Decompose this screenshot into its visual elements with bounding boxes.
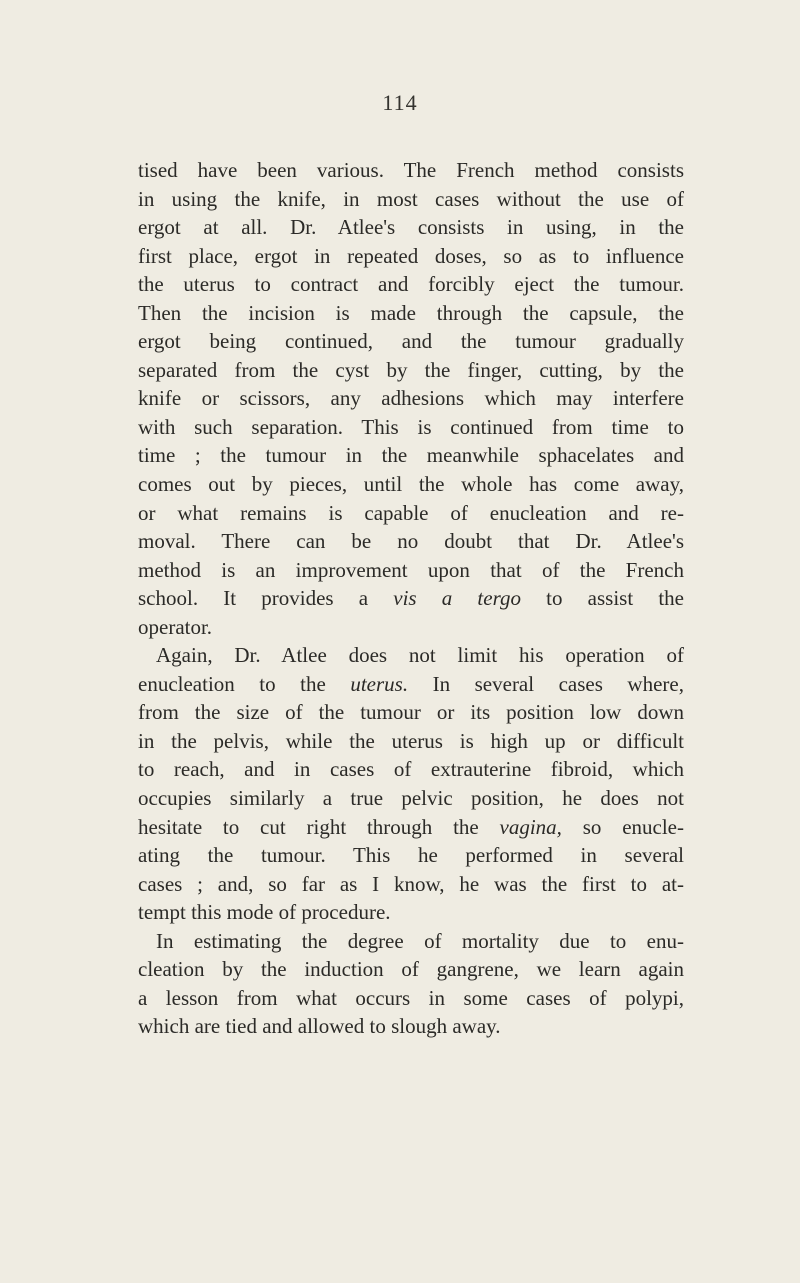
text-line: knife or scissors, any adhesions which may interfere [138, 386, 684, 411]
text-line: occupies similarly a true pelvic position, he does not [138, 786, 684, 811]
text-line: Then the incision is made through the capsule, the [138, 300, 684, 325]
text-line: ating the tumour. This he performed in several [138, 843, 684, 868]
text-line: in the pelvis, while the uterus is high up or difficult [138, 728, 684, 753]
text-line: moval. There can be no doubt that Dr. Atlee's [138, 529, 684, 554]
text-line: to reach, and in cases of extrauterine fibroid, which [138, 757, 684, 782]
paragraph-start-line: In estimating the degree of mortality due to enu- [156, 928, 684, 953]
text-line: or what remains is capable of enucleation and re- [138, 500, 684, 525]
text-line: which are tied and allowed to slough away. [138, 1014, 501, 1039]
text-line: with such separation. This is continued from time to [138, 414, 684, 439]
italic-term: uterus. [350, 671, 409, 696]
text-line: method is an improvement upon that of the French [138, 557, 684, 582]
text-line: cases ; and, so far as I know, he was the first to at- [138, 871, 684, 896]
text-line: a lesson from what occurs in some cases of polypi, [138, 985, 684, 1010]
italic-term: vis a tergo [393, 586, 521, 611]
text-line: cleation by the induction of gangrene, we learn again [138, 957, 684, 982]
text-line: time ; the tumour in the meanwhile sphacelates and [138, 443, 684, 468]
text-line: separated from the cyst by the finger, cutting, by the [138, 357, 684, 382]
text-line: ergot at all. Dr. Atlee's consists in using, in the [138, 215, 684, 240]
paragraph-start-line: Again, Dr. Atlee does not limit his operation of [156, 643, 684, 668]
body-text [138, 156, 684, 1041]
text-line: in using the knife, in most cases without the use of [138, 186, 684, 211]
text-line: tised have been various. The French method consists [138, 158, 684, 182]
text-line: ergot being continued, and the tumour gradually [138, 329, 684, 354]
text-line: the uterus to contract and forcibly eject the tumour. [138, 272, 684, 297]
text-line: enucleation to the uterus. In several cases where, [138, 671, 684, 696]
text-line: school. It provides a vis a tergo to assist the [138, 586, 685, 611]
text-line: comes out by pieces, until the whole has come away, [138, 472, 684, 497]
italic-term: vagina, [499, 814, 562, 839]
text-line: hesitate to cut right through the vagina, so enucle- [138, 814, 684, 839]
text-line: operator. [138, 614, 213, 639]
page-number: 114 [382, 90, 418, 115]
text-line: first place, ergot in repeated doses, so as to influence [138, 243, 684, 268]
text-line: tempt this mode of procedure. [138, 900, 391, 925]
text-line: from the size of the tumour or its position low down [138, 700, 684, 725]
